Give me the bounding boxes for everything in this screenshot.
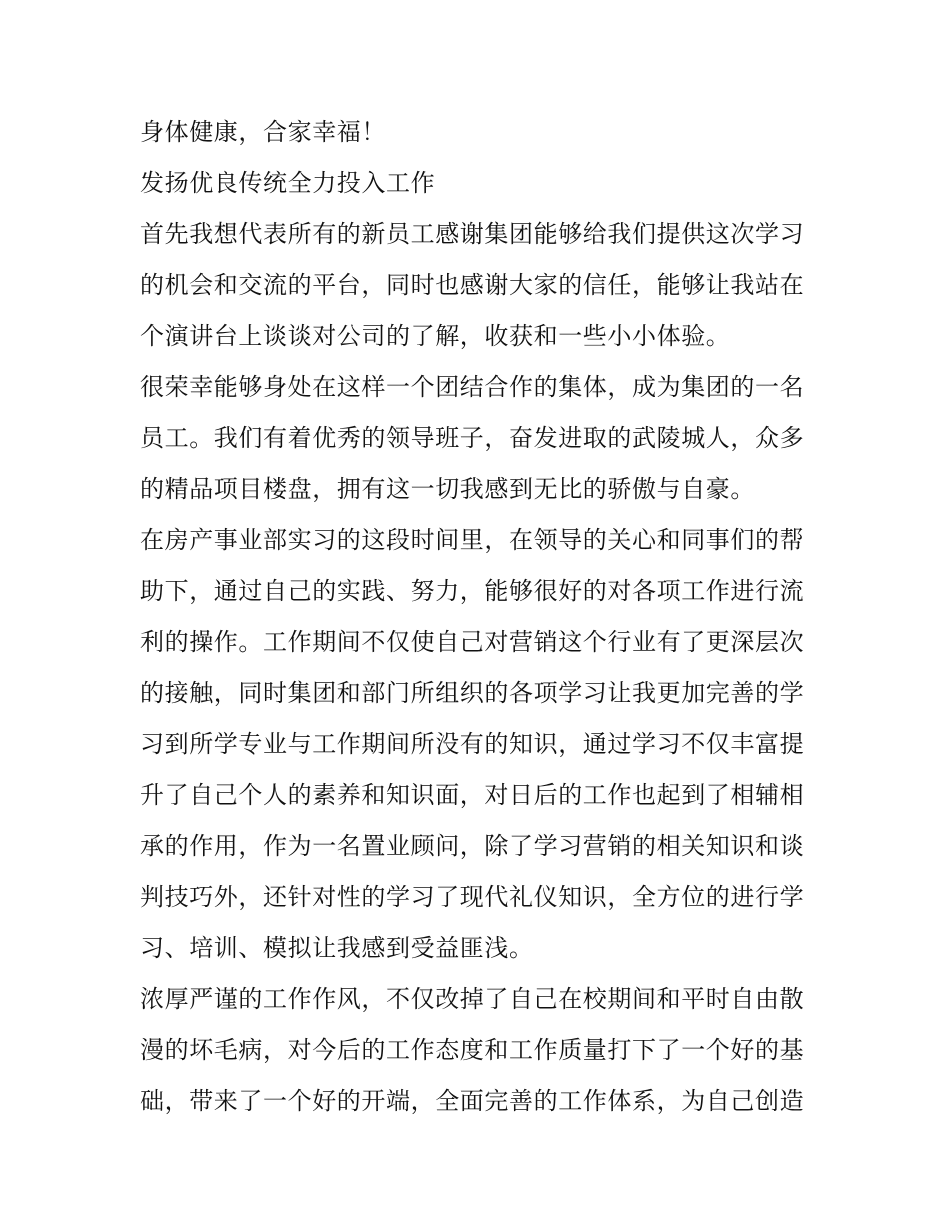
text-line: 发扬优良传统全力投入工作 <box>140 169 436 197</box>
text-line: 首先我想代表所有的新员工感谢集团能够给我们提供这次学习 <box>140 220 805 248</box>
text-line: 身体健康，合家幸福！ <box>140 118 386 146</box>
text-line: 习、培训、模拟让我感到受益匪浅。 <box>140 934 534 962</box>
text-line: 个演讲台上谈谈对公司的了解，收获和一些小小体验。 <box>140 322 731 350</box>
text-line: 判技巧外，还针对性的学习了现代礼仪知识，全方位的进行学 <box>140 883 805 911</box>
text-line: 的机会和交流的平台，同时也感谢大家的信任，能够让我站在 <box>140 271 805 299</box>
text-line: 习到所学专业与工作期间所没有的知识，通过学习不仅丰富提 <box>140 730 805 758</box>
text-line: 利的操作。工作期间不仅使自己对营销这个行业有了更深层次 <box>140 628 805 656</box>
text-line: 的接触，同时集团和部门所组织的各项学习让我更加完善的学 <box>140 679 805 707</box>
text-line: 浓厚严谨的工作作风，不仅改掉了自己在校期间和平时自由散 <box>140 985 805 1013</box>
text-line: 在房产事业部实习的这段时间里，在领导的关心和同事们的帮 <box>140 526 805 554</box>
text-line: 助下，通过自己的实践、努力，能够很好的对各项工作进行流 <box>140 577 805 605</box>
text-line: 承的作用，作为一名置业顾问，除了学习营销的相关知识和谈 <box>140 832 805 860</box>
text-line: 础，带来了一个好的开端，全面完善的工作体系，为自己创造 <box>140 1087 805 1115</box>
document-body <box>140 107 820 1127</box>
text-line: 员工。我们有着优秀的领导班子，奋发进取的武陵城人，众多 <box>140 424 805 452</box>
text-line: 漫的坏毛病，对今后的工作态度和工作质量打下了一个好的基 <box>140 1036 805 1064</box>
text-line: 的精品项目楼盘，拥有这一切我感到无比的骄傲与自豪。 <box>140 475 755 503</box>
text-line: 很荣幸能够身处在这样一个团结合作的集体，成为集团的一名 <box>140 373 805 401</box>
text-line: 升了自己个人的素养和知识面，对日后的工作也起到了相辅相 <box>140 781 805 809</box>
